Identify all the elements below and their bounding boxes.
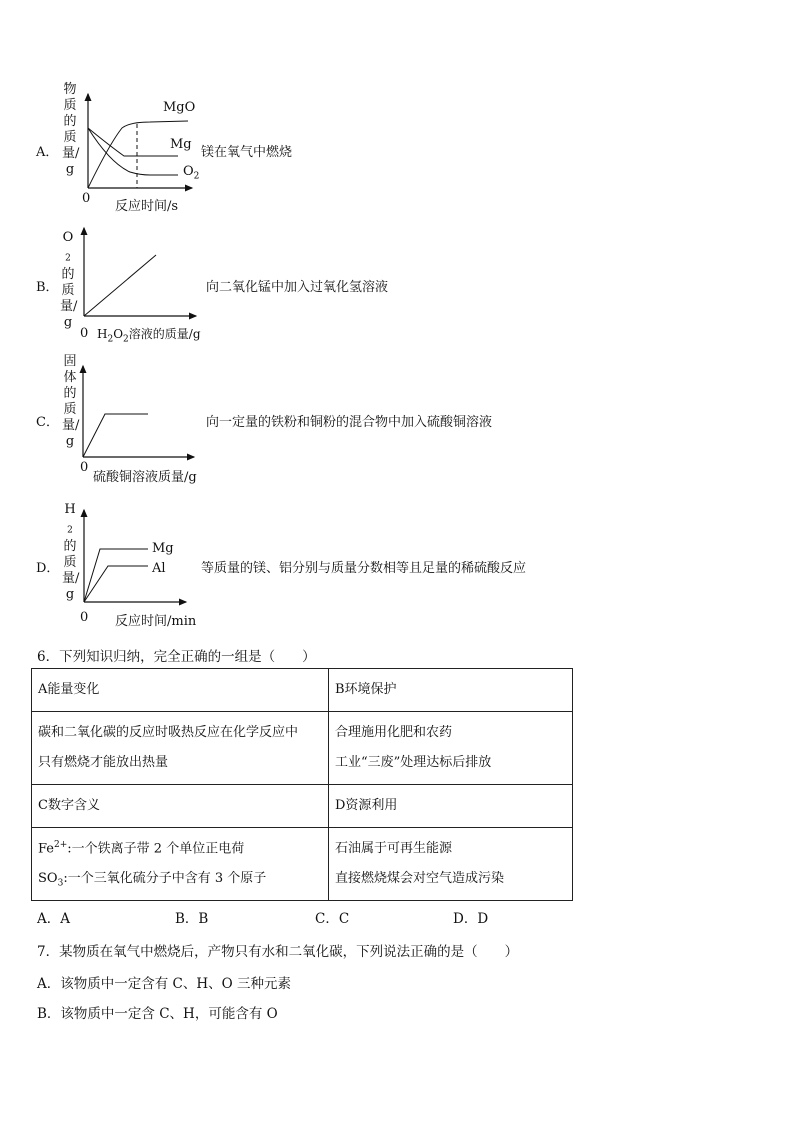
- option-b-caption: 向二氧化锰中加入过氧化氢溶液: [206, 280, 389, 295]
- graph-a-o2-curve: [88, 128, 178, 175]
- graph-c: [70, 362, 210, 462]
- table-cell-d-body: 石油属于可再生能源 直接燃烧煤会对空气造成污染: [329, 828, 573, 901]
- graph-c-line: [83, 414, 148, 457]
- graph-d-series-al: Al: [152, 561, 166, 576]
- graph-a-origin: 0: [82, 191, 91, 206]
- option-c-caption: 向一定量的铁粉和铜粉的混合物中加入硫酸铜溶液: [206, 415, 493, 430]
- graph-b-y-axis-label: $O_2$ 的质量/g: [60, 230, 78, 330]
- option-d-label: D．: [36, 561, 60, 576]
- table-cell-b-head: B环境保护: [329, 669, 573, 712]
- graph-d-mg-line: [84, 549, 148, 602]
- graph-b: [70, 224, 210, 324]
- q6-option-c: C．C: [315, 911, 350, 927]
- question-6-stem: 6．下列知识归纳，完全正确的一组是（ ）: [37, 649, 316, 665]
- table-cell-c-head: C数字含义: [32, 785, 329, 828]
- graph-b-origin: 0: [80, 326, 89, 341]
- knowledge-table: [31, 668, 573, 901]
- graph-a-y-axis-label: 物质的质量/g: [62, 82, 80, 177]
- graph-b-line: [84, 255, 156, 316]
- graph-a-x-axis-label: 反应时间/s: [115, 199, 179, 214]
- table-cell-d-head: D资源利用: [329, 785, 573, 828]
- graph-c-y-axis-label: 固体的质量/g: [62, 354, 80, 449]
- option-a-label: A．: [36, 145, 59, 160]
- graph-a-mg-curve: [88, 128, 178, 156]
- graph-d: [70, 506, 210, 606]
- graph-c-origin: 0: [80, 460, 89, 475]
- q7-option-a: A．该物质中一定含有 C、H、O 三种元素: [37, 976, 292, 992]
- graph-d-x-axis-label: 反应时间/min: [115, 614, 197, 629]
- table-cell-a-head: A能量变化: [32, 669, 329, 712]
- graph-c-x-axis-label: 硫酸铜溶液质量/g: [93, 470, 197, 485]
- question-7-stem: 7．某物质在氧气中燃烧后，产物只有水和二氧化碳，下列说法正确的是（ ）: [37, 944, 519, 960]
- q6-option-b: B．B: [175, 911, 209, 927]
- option-c-label: C．: [36, 415, 59, 430]
- graph-d-y-axis-label: $H_2$ 的质量/g: [62, 502, 80, 602]
- graph-a-series-mgo: MgO: [163, 100, 196, 115]
- q6-option-d: D．D: [453, 911, 489, 927]
- graph-d-series-mg: Mg: [152, 541, 174, 556]
- q7-option-b: B．该物质中一定含 C、H，可能含有 O: [37, 1006, 278, 1022]
- table-cell-c-body: $Fe^{2+}$:一个铁离子带 2 个单位正电荷 $SO_3$:一个三氧化硫分子中含有 3 个原子: [32, 828, 329, 901]
- option-a-caption: 镁在氧气中燃烧: [201, 145, 293, 160]
- graph-a-series-o2: $O_2$: [183, 164, 200, 182]
- graph-b-x-axis-label: $H_2O_2$溶液的质量/g: [97, 327, 201, 345]
- graph-a-mgo-curve: [88, 121, 188, 188]
- q6-option-a: A．A: [37, 911, 70, 927]
- graph-a-series-mg: Mg: [170, 137, 192, 152]
- table-cell-b-body: 合理施用化肥和农药 工业“三废”处理达标后排放: [329, 712, 573, 785]
- option-d-caption: 等质量的镁、铝分别与质量分数相等且足量的稀硫酸反应: [201, 561, 527, 576]
- option-b-label: B．: [36, 280, 59, 295]
- graph-d-origin: 0: [80, 610, 89, 625]
- table-cell-a-body: 碳和二氧化碳的反应时吸热反应在化学反应中 只有燃烧才能放出热量: [32, 712, 329, 785]
